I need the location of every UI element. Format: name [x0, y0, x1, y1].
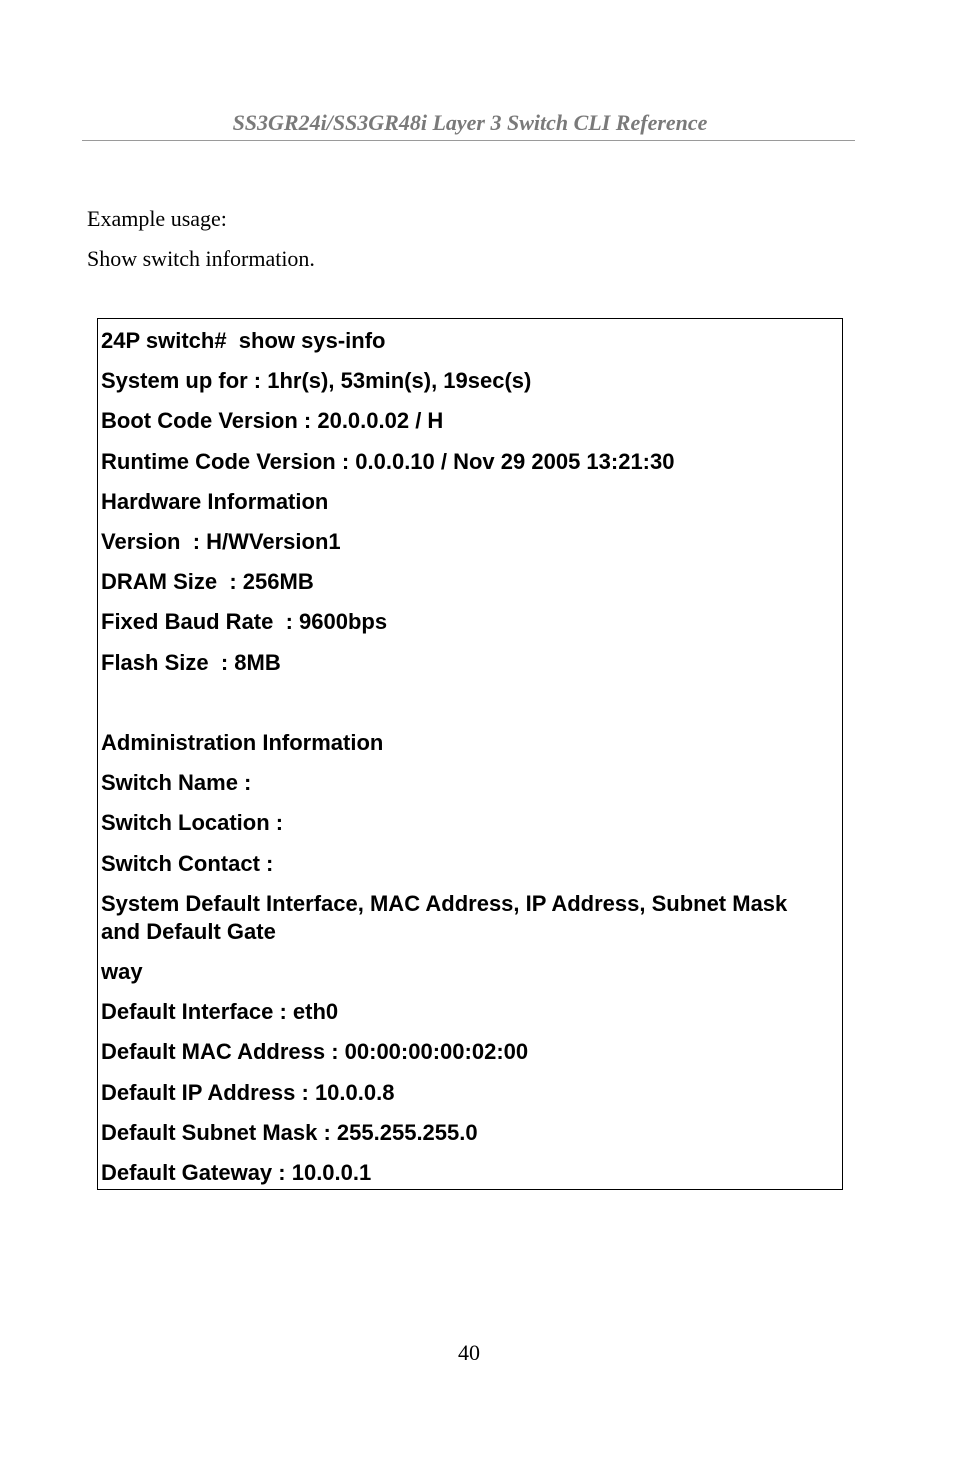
cli-output-line: Runtime Code Version : 0.0.0.10 / Nov 29 2005 13:21:30: [101, 449, 675, 474]
page-number: 40: [458, 1340, 480, 1365]
example-description: Show switch information.: [87, 246, 315, 271]
cli-output-line: System Default Interface, MAC Address, IP Address, Subnet Mask and Default Gate: [101, 891, 788, 944]
cli-output-line: Switch Contact :: [101, 851, 274, 876]
cli-command-line: 24P switch# show sys-info: [101, 328, 386, 353]
cli-output-line: Hardware Information: [101, 489, 329, 514]
cli-output-line: Switch Name :: [101, 770, 252, 795]
cli-output-line: Boot Code Version : 20.0.0.02 / H: [101, 408, 444, 433]
cli-output-line: Default IP Address : 10.0.0.8: [101, 1080, 395, 1105]
cli-output-line: way: [101, 959, 143, 984]
cli-output-line: Default Subnet Mask : 255.255.255.0: [101, 1120, 478, 1145]
header-divider: [82, 140, 855, 141]
cli-output-line: Administration Information: [101, 730, 384, 755]
cli-output-line: Fixed Baud Rate : 9600bps: [101, 609, 388, 634]
example-usage-label: Example usage:: [87, 206, 227, 231]
cli-output-line: Default Interface : eth0: [101, 999, 339, 1024]
cli-output-line: DRAM Size : 256MB: [101, 569, 314, 594]
running-header: SS3GR24i/SS3GR48i Layer 3 Switch CLI Reference: [232, 110, 708, 135]
cli-output-line: Flash Size : 8MB: [101, 650, 281, 675]
cli-output-line: System up for : 1hr(s), 53min(s), 19sec(s): [101, 368, 532, 393]
cli-output-box: [97, 318, 843, 1190]
cli-output-line: Default MAC Address : 00:00:00:00:02:00: [101, 1039, 529, 1064]
cli-output-line: Version : H/WVersion1: [101, 529, 341, 554]
cli-output-line: Switch Location :: [101, 810, 284, 835]
cli-output-line: Default Gateway : 10.0.0.1: [101, 1160, 372, 1185]
